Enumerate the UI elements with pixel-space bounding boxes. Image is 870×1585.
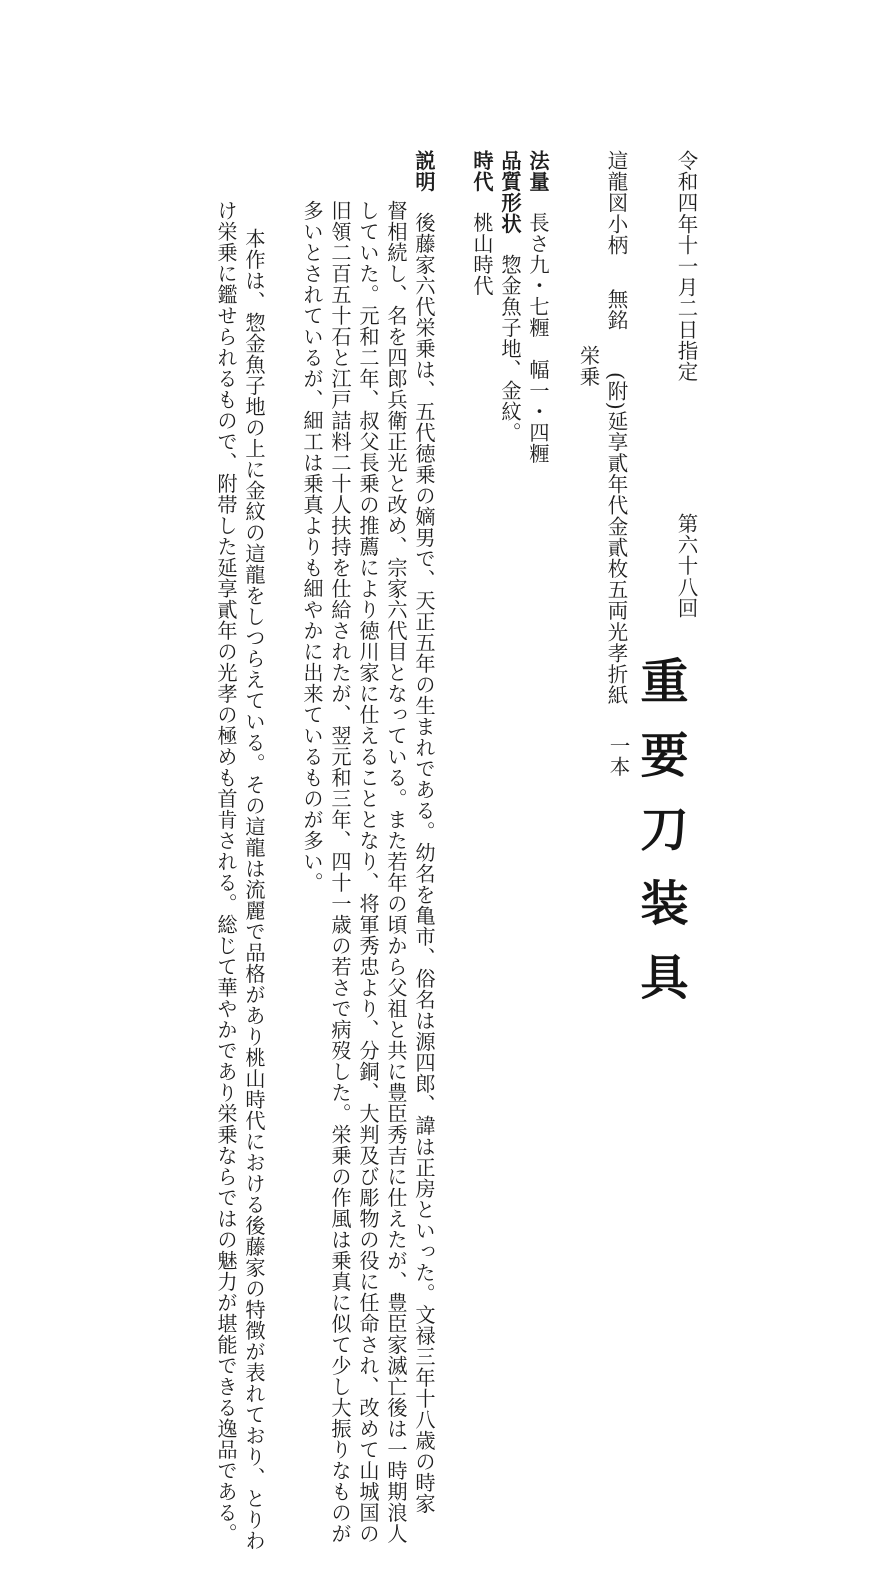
dimensions-row [524, 150, 552, 464]
item-name: 這龍図小柄 [604, 150, 628, 256]
attribution: 栄乗 [576, 345, 600, 388]
description-line-5: 多いとされているが、細工は乗真よりも細やかに出来ているものが多い。 [300, 200, 324, 893]
item-name-line [602, 150, 630, 331]
period-value: 桃山時代 [470, 212, 494, 297]
description-line-2: 督相続し、名を四郎兵衛正光と改め、宗家六代目となっている。また若年の頃から父祖と共に豊臣秀吉に仕えたが、豊臣家滅亡後は一時期浪人 [384, 200, 408, 1544]
dimensions-value: 長さ九・七糎 幅一・四糎 [526, 212, 550, 465]
designation-date: 令和四年十一月二日指定 [674, 150, 698, 383]
material-row [496, 150, 524, 443]
material-label: 品質形状 [498, 150, 522, 234]
item-count: 一本 [606, 735, 630, 778]
material-value: 惣金魚子地、金紋。 [498, 254, 522, 444]
dimensions-label: 法量 [526, 150, 550, 192]
category-title: 重要刀装具 [632, 656, 688, 1026]
description-line-3: していた。元和二年、叔父長乗の推薦により徳川家に仕えることとなり、将軍秀忠より、分銅、大判及び彫物の役に任命され、改めて山城国の [356, 200, 380, 1544]
period-row [468, 150, 496, 296]
session-number: 第六十八回 [674, 513, 698, 619]
description-label: 説明 [412, 150, 436, 192]
description-line-7: け栄乗に鑑せられるもので、附帯した延享貳年の光孝の極めも首肯される。総じて華やかであり栄乗ならではの魅力が堪能できる逸品である。 [214, 200, 238, 1544]
period-label: 時代 [470, 150, 494, 192]
description-text: 後藤家六代栄乗は、五代徳乗の嫡男で、天正五年の生まれである。幼名を亀市、俗名は源四郎、諱は正房といった。文禄三年十八歳の時家 [412, 212, 436, 1515]
description-line-4: 旧領二百五十石と江戸詰料二十人扶持を仕給されたが、翌元和三年、四十一歳の若さで病歿した。栄乗の作風は乗真に似て少し大振りなものが [328, 200, 352, 1544]
description-line-1 [410, 150, 438, 1514]
description-line-6 [240, 200, 268, 1551]
description-text: 本作は、惣金魚子地の上に金紋の這龍をしつらえている。その這龍は流麗で品格があり桃山時代における後藤家の特徴が表れており、とりわ [242, 228, 266, 1552]
attachment: (附)延享貳年代金貳枚五両光孝折紙 [604, 372, 628, 706]
signature-status: 無銘 [604, 288, 628, 331]
